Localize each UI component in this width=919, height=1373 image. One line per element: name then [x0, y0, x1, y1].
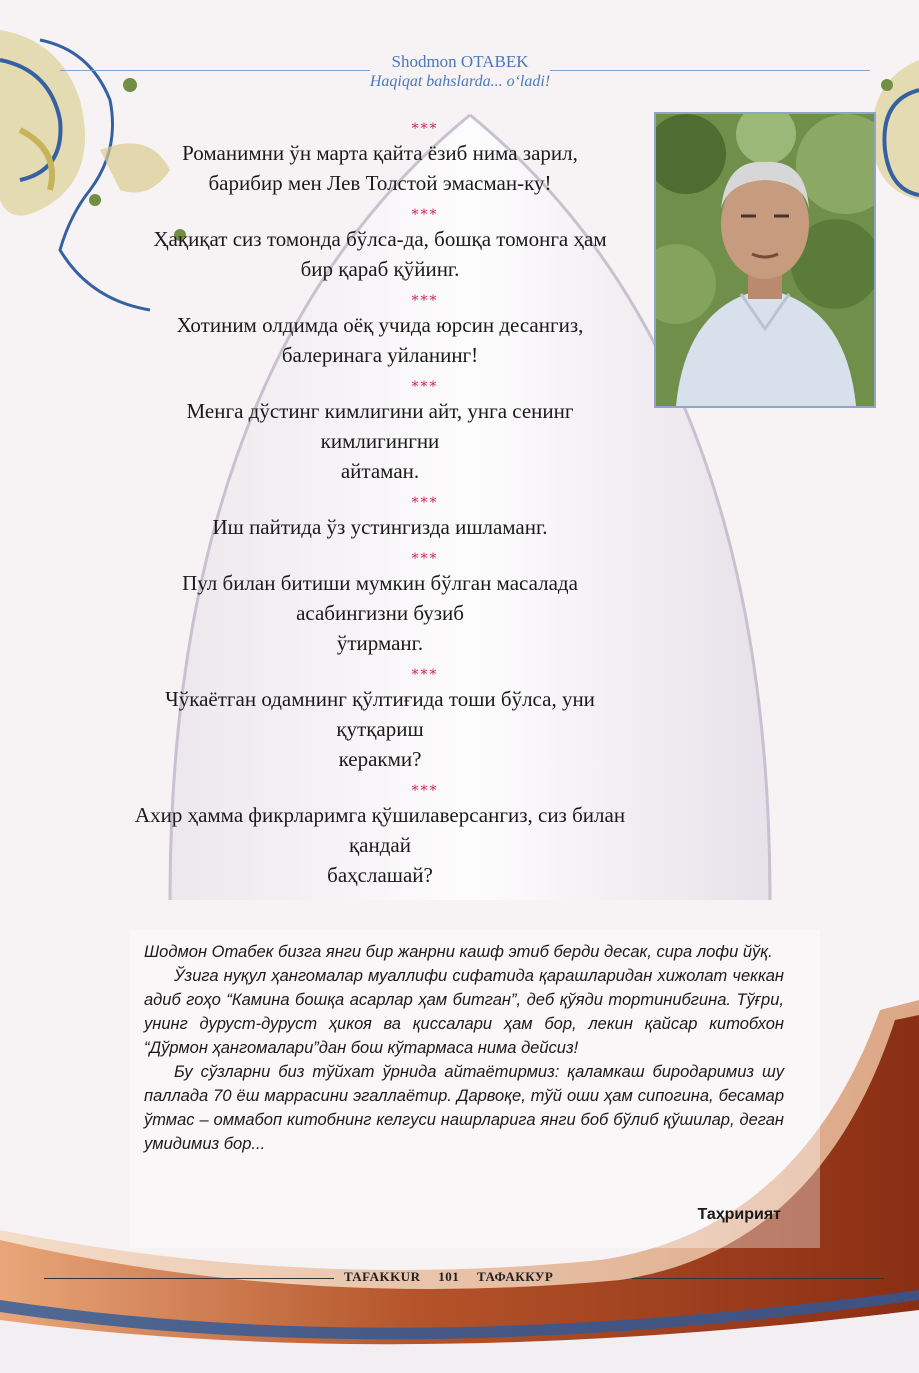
- aphorism-item: [130, 800, 630, 890]
- separator-stars: ***: [411, 667, 439, 683]
- editorial-signature: Таҳририят: [697, 1206, 781, 1223]
- aphorism-item: [130, 568, 630, 658]
- aphorism-item: [130, 684, 630, 774]
- footer-title-cyrillic: ТАФАККУР: [476, 1269, 554, 1284]
- aphorism-line: Чўкаётган одамнинг қўлтиғида тоши бўлса, уни қутқариш: [165, 687, 595, 741]
- separator-stars: ***: [411, 207, 439, 223]
- aphorism-line: Хотиним олдимда оёқ учида юрсин десангиз,: [176, 313, 584, 337]
- separator-stars: ***: [411, 379, 439, 395]
- aphorism-line: барибир мен Лев Толстой эмасман-ку!: [208, 171, 552, 195]
- aphorism-item: [130, 396, 630, 486]
- header-author: Shodmon OTABEK: [391, 52, 529, 71]
- aphorism-item: [130, 224, 630, 284]
- aphorism-line: керакми?: [338, 747, 422, 771]
- footer-title-latin: TAFAKKUR: [344, 1269, 421, 1284]
- page-footer: [44, 1268, 884, 1288]
- aphorism-item: [130, 138, 630, 198]
- page-number: 101: [438, 1269, 460, 1284]
- editorial-commentary: [144, 940, 784, 1156]
- commentary-paragraph-3: Бу сўзларни биз тўйхат ўрнида айтаётирмиз: қаламкаш биродаримиз шу паллада 70 ёш маррасини эгаллаётир. Дарвоқе, тўй оши ҳам сипогина, бесамар ўтмас – оммабоп китобнинг келгуси нашрларига янги боб бўлиб қўшилар, деган умидимиз бор...: [144, 1063, 784, 1153]
- separator-stars: ***: [411, 121, 439, 137]
- aphorism-item: [130, 512, 630, 542]
- aphorism-line: Менга дўстинг кимлигини айт, унга сенинг кимлигингни: [186, 399, 574, 453]
- separator-stars: ***: [411, 495, 439, 511]
- aphorism-line: Ҳақиқат сиз томонда бўлса-да, бошқа томонга ҳам: [153, 227, 607, 251]
- aphorism-line: Иш пайтида ўз устингизда ишламанг.: [212, 515, 548, 539]
- commentary-paragraph-2: Ўзига нуқул ҳангомалар муаллифи сифатида қарашларидан хижолат чеккан адиб гоҳо “Камина бошқа асарлар ҳам битган”, деб қўяди тортинибгина. Тўғри, унинг дуруст-дуруст ҳикоя ва қиссалари ҳам бор, лекин қайсар китобхон “Дўрмон ҳангомалари”дан бош кўтармаса нима дейсиз!: [144, 967, 784, 1057]
- aphorism-line: ўтирманг.: [336, 631, 424, 655]
- header-subtitle: Haqiqat bahslarda... o‘ladi!: [369, 73, 551, 90]
- running-header: [300, 52, 620, 92]
- aphorism-list: [130, 120, 630, 898]
- commentary-paragraph-1: Шодмон Отабек бизга янги бир жанрни кашф этиб берди десак, сира лофи йўқ.: [144, 943, 773, 961]
- aphorism-item: [130, 310, 630, 370]
- separator-stars: ***: [411, 783, 439, 799]
- footer-rule-right: [632, 1278, 884, 1279]
- separator-stars: ***: [411, 293, 439, 309]
- aphorism-line: балеринага уйланинг!: [281, 343, 479, 367]
- aphorism-line: Ахир ҳамма фикрларимга қўшилаверсангиз, сиз билан қандай: [134, 803, 626, 857]
- footer-text: [344, 1269, 567, 1285]
- separator-stars: ***: [411, 551, 439, 567]
- footer-rule-left: [44, 1278, 334, 1279]
- ornament-top-right: [872, 60, 919, 200]
- portrait-illustration: [656, 114, 874, 406]
- aphorism-line: Пул билан битиши мумкин бўлган масалада асабингизни бузиб: [182, 571, 578, 625]
- aphorism-line: айтаман.: [340, 459, 420, 483]
- author-photo: [654, 112, 876, 408]
- aphorism-line: баҳслашай?: [327, 863, 433, 887]
- aphorism-line: Романимни ўн марта қайта ёзиб нима зарил,: [182, 141, 578, 165]
- aphorism-line: бир қараб қўйинг.: [300, 257, 460, 281]
